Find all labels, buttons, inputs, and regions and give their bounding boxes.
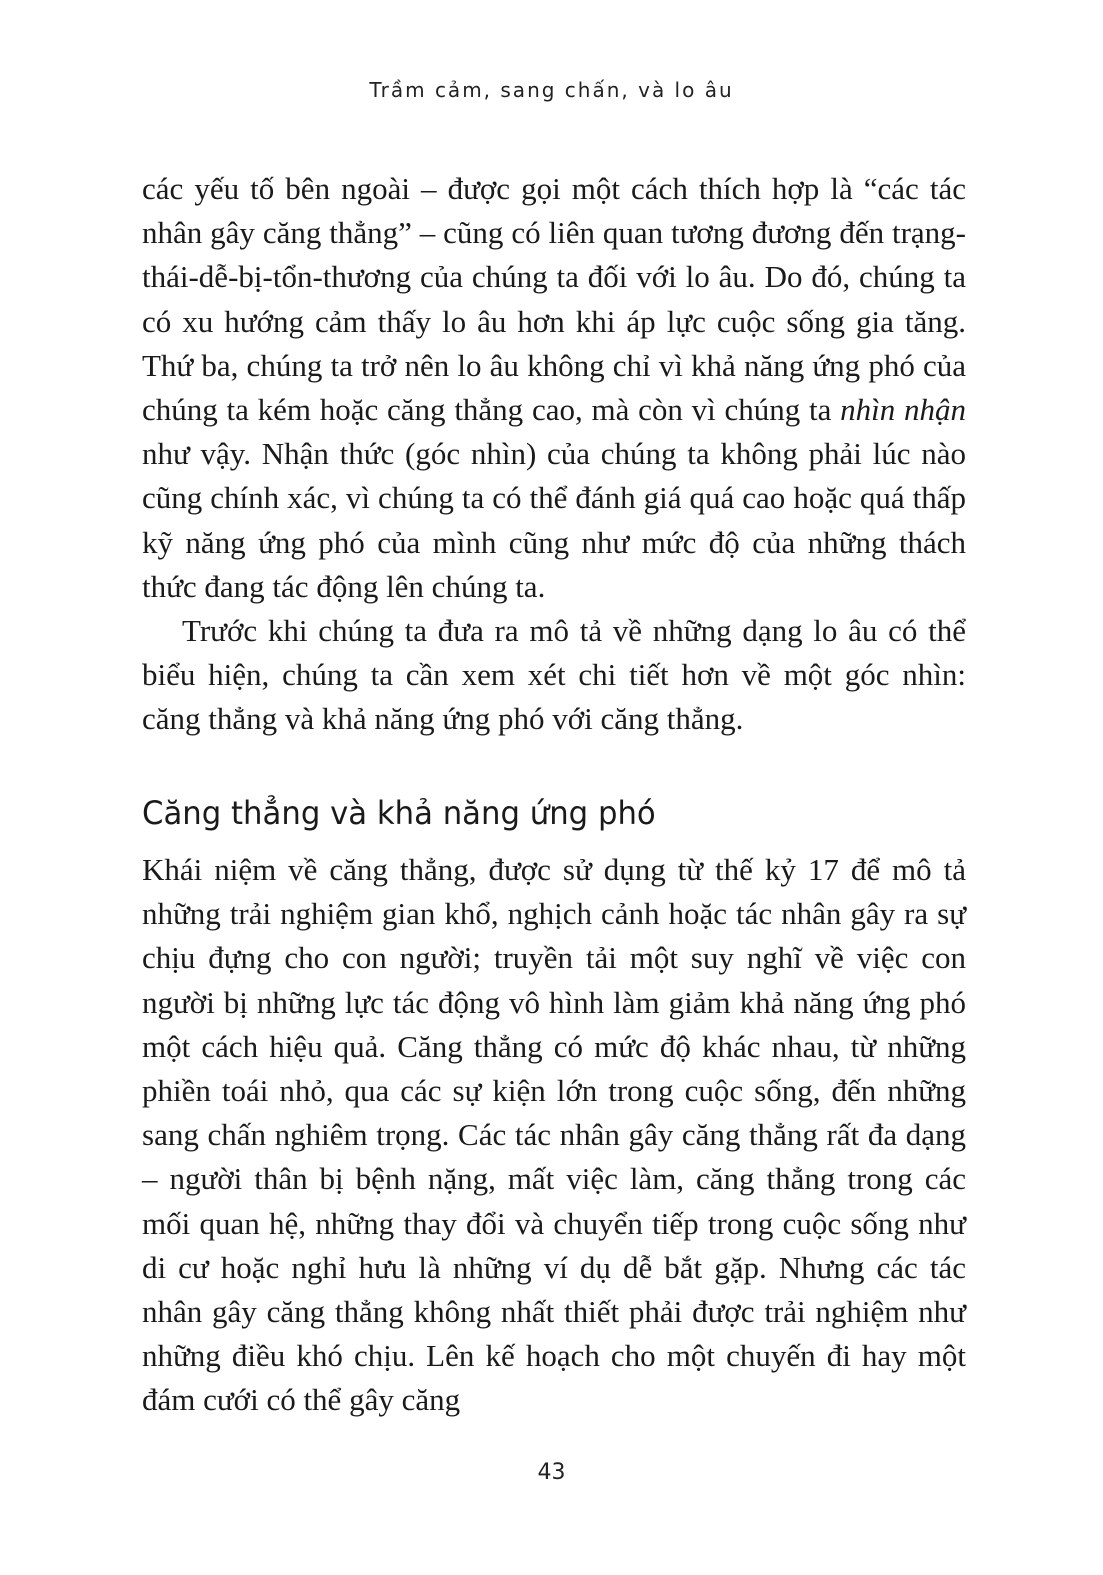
paragraph bbox=[142, 167, 966, 609]
paragraph: Trước khi chúng ta đưa ra mô tả về những dạng lo âu có thể biểu hiện, chúng ta cần xem xét chi tiết hơn về một góc nhìn: căng thẳng và khả năng ứng phó với căng thẳng. bbox=[142, 613, 966, 737]
running-header: Trầm cảm, sang chấn, và lo âu bbox=[369, 78, 734, 102]
body-text-section-1 bbox=[142, 167, 966, 742]
page-number: 43 bbox=[537, 1460, 566, 1485]
paragraph-text: các yếu tố bên ngoài – được gọi một cách thích hợp là “các tác nhân gây căng thẳng” – cũng có liên quan tương đương đến trạng-thái-dễ-bị-tổn-thương của chúng ta đối với lo âu. Do đó, chúng ta có xu hướng cảm thấy lo âu hơn khi áp lực cuộc sống gia tăng. Thứ ba, chúng ta trở nên lo âu không chỉ vì khả năng ứng phó của chúng ta kém hoặc căng thẳng cao, mà còn vì chúng ta bbox=[142, 171, 966, 428]
paragraph: Khái niệm về căng thẳng, được sử dụng từ thế kỷ 17 để mô tả những trải nghiệm gian khổ, nghịch cảnh hoặc tác nhân gây ra sự chịu đựng cho con người; truyền tải một suy nghĩ về việc con người bị những lực tác động vô hình làm giảm khả năng ứng phó một cách hiệu quả. Căng thẳng có mức độ khác nhau, từ những phiền toái nhỏ, qua các sự kiện lớn trong cuộc sống, đến những sang chấn nghiêm trọng. Các tác nhân gây căng thẳng rất đa dạng – người thân bị bệnh nặng, mất việc làm, căng thẳng trong các mối quan hệ, những thay đổi và chuyển tiếp trong cuộc sống như di cư hoặc nghỉ hưu là những ví dụ dễ bắt gặp. Nhưng các tác nhân gây căng thẳng không nhất thiết phải được trải nghiệm như những điều khó chịu. Lên kế hoạch cho một chuyến đi hay một đám cưới có thể gây căng bbox=[142, 852, 966, 1418]
emphasis-text: nhìn nhận bbox=[840, 392, 966, 428]
body-text-section-2 bbox=[142, 848, 966, 1423]
paragraph-text: như vậy. Nhận thức (góc nhìn) của chúng ta không phải lúc nào cũng chính xác, vì chúng ta có thể đánh giá quá cao hoặc quá thấp kỹ năng ứng phó của mình cũng như mức độ của những thách thức đang tác động lên chúng ta. bbox=[142, 436, 966, 604]
section-heading: Căng thẳng và khả năng ứng phó bbox=[142, 794, 656, 832]
